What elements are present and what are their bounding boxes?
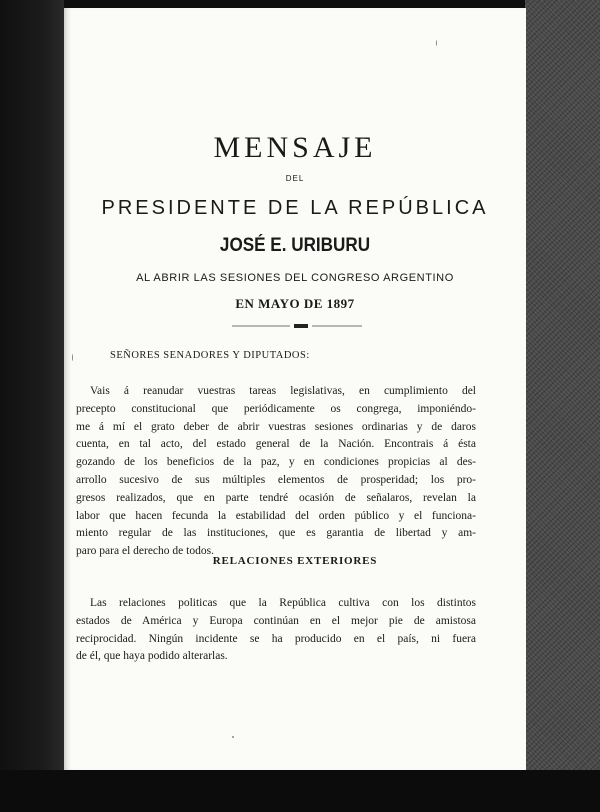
paper-speck <box>436 40 437 46</box>
scan-top-border <box>0 0 600 8</box>
salutation: SEÑORES SENADORES Y DIPUTADOS: <box>110 350 310 361</box>
text-line: reciprocidad. Ningún incidente se ha producido en el país, ni fuera <box>76 632 476 645</box>
paper-speck <box>72 354 73 361</box>
paragraph-foreign-relations <box>76 595 476 666</box>
scan-bottom-border <box>0 770 600 812</box>
text-line: Vais á reanudar vuestras tareas legislativas, en cumplimiento del <box>90 385 476 397</box>
title-del: DEL <box>285 174 305 183</box>
document-page <box>64 8 526 770</box>
ornament-divider-icon <box>202 320 392 332</box>
paragraph-opening <box>76 383 476 561</box>
scan-right-border <box>525 0 600 812</box>
text-line: estados de América y Europa continúan en el mejor pie de amistosa <box>76 614 476 627</box>
title-president-name: JOSÉ E. URIBURU <box>219 235 371 256</box>
text-line: miento regular de las instituciones, que es garantia de libertad y am- <box>76 527 476 540</box>
text-line: me á mí el grato deber de abrir vuestras sesiones ordinarias y de daros <box>76 420 476 433</box>
text-line: de él, que haya podido alterarlas. <box>76 650 228 663</box>
text-line: paro para el derecho de todos. <box>76 545 214 558</box>
section-heading: RELACIONES EXTERIORES <box>212 555 378 567</box>
title-presidente: PRESIDENTE DE LA REPÚBLICA <box>101 197 489 219</box>
text-line: labor que hacen fecunda la estabilidad del orden público y el funciona- <box>76 509 476 522</box>
scan-left-border <box>0 0 64 770</box>
paper-speck <box>232 736 234 738</box>
title-mensaje: MENSAJE <box>213 131 377 164</box>
text-line: Las relaciones politicas que la República cultiva con los distintos <box>90 597 476 609</box>
text-line: gresos realizados, que en parte tendré ocasión de señalaros, revelan la <box>76 491 476 504</box>
text-line: gozando de los beneficios de la paz, y en condiciones propicias al des- <box>76 456 476 469</box>
text-line: precepto constitucional que periódicamente os congrega, imponiéndo- <box>76 402 476 415</box>
title-date: EN MAYO DE 1897 <box>235 296 355 311</box>
title-occasion: AL ABRIR LAS SESIONES DEL CONGRESO ARGENTINO <box>136 272 454 284</box>
text-line: arrollo sucesivo de sus múltiples elementos de prosperidad; los pro- <box>76 473 476 486</box>
text-line: cuenta, en tal acto, del estado general de la Nación. Encontrais á ésta <box>76 438 476 451</box>
